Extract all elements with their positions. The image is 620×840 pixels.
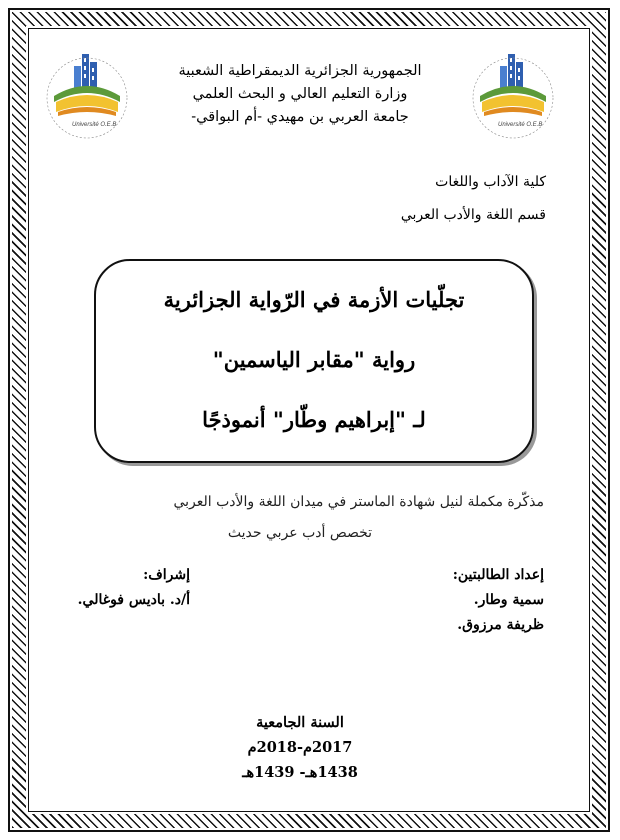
title-line-3: لـ "إبراهيم وطّار" أنموذجًا (202, 407, 426, 432)
department-name: قسم اللغة والأدب العربي (400, 207, 546, 223)
supervisor-name: أ/د. باديس فوغالي. (77, 592, 190, 608)
logo-left-caption: Université O.E.B (72, 122, 117, 128)
memo-description: مذكّرة مكملة لنيل شهادة الماستر في ميدان اللغة والأدب العربي (173, 494, 544, 510)
students-label: إعداد الطالبتين: (452, 567, 544, 583)
title-line-2: رواية "مقابر الياسمين" (212, 347, 416, 372)
institution-header (150, 60, 450, 129)
academic-year-hijri: 1438هـ- 1439هـ (242, 764, 358, 781)
republic-name: الجمهورية الجزائرية الديمقراطية الشعبية (178, 63, 422, 79)
supervisor-label: إشراف: (143, 567, 190, 583)
university-logo-left (44, 50, 130, 140)
title-box (94, 259, 534, 463)
student-name: ظريفة مرزوق. (457, 617, 544, 633)
faculty-name: كلية الآداب واللغات (435, 174, 546, 190)
logo-right-caption: Université O.E.B (498, 122, 543, 128)
specialization: تخصص أدب عربي حديث (227, 525, 373, 541)
academic-year-gregorian: 2017م-2018م (247, 739, 353, 756)
student-name: سمية وطار. (473, 592, 544, 608)
ministry-name: وزارة التعليم العالي و البحث العلمي (192, 86, 408, 102)
university-name: جامعة العربي بن مهيدي -أم البواقي- (191, 109, 409, 125)
academic-year (160, 710, 440, 785)
title-line-1: تجلّيات الأزمة في الرّواية الجزائرية (163, 287, 465, 312)
academic-year-label: السنة الجامعية (256, 714, 344, 731)
university-logo-right (470, 50, 556, 140)
